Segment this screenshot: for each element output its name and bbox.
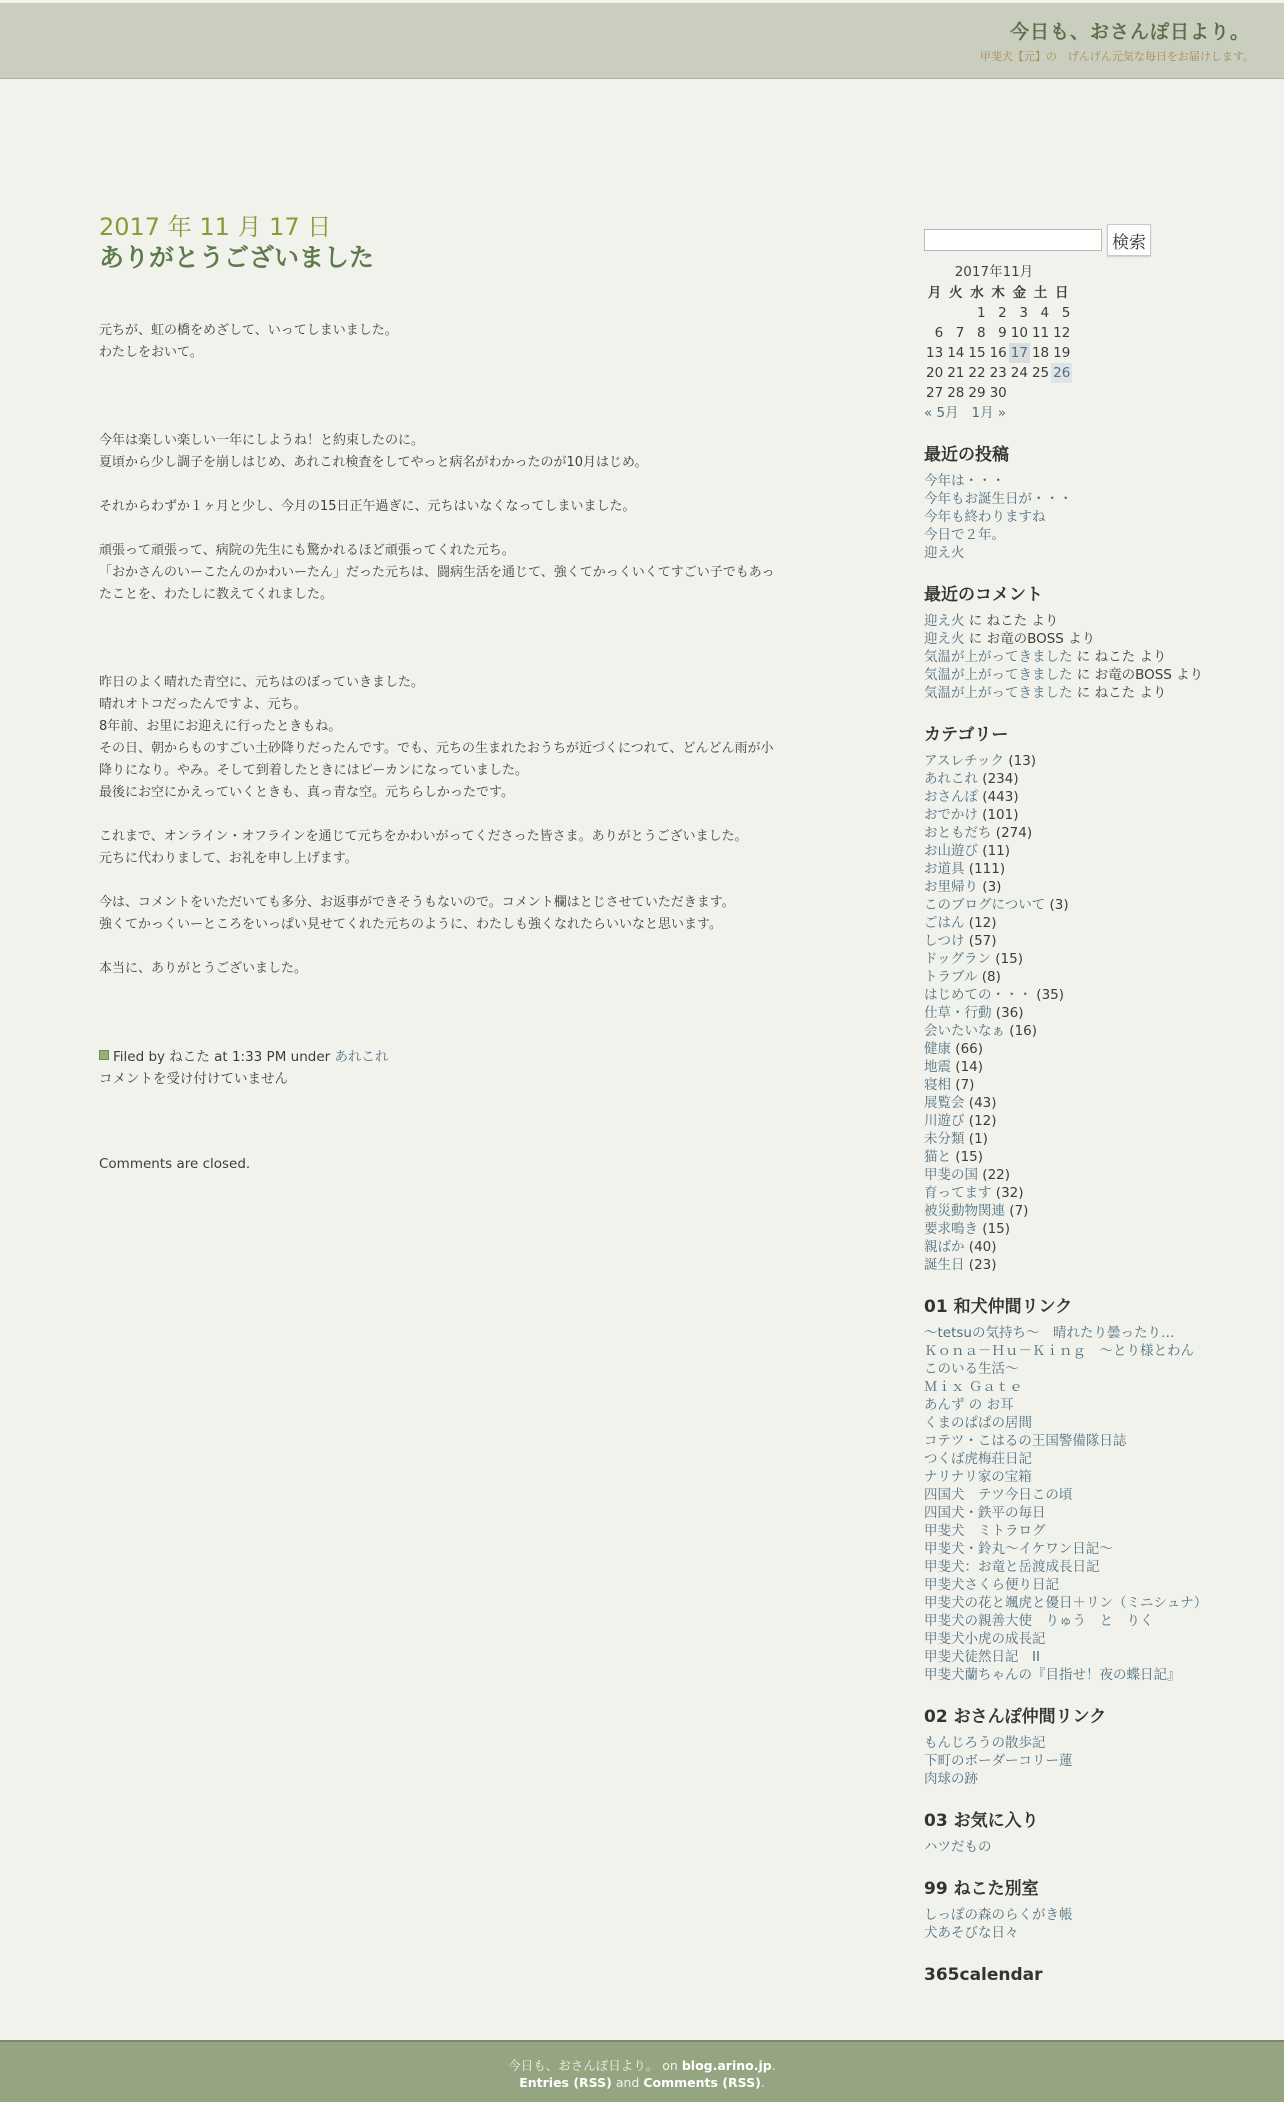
category-item bbox=[924, 968, 1224, 986]
calendar-prev-link[interactable]: « 5月 bbox=[924, 405, 959, 421]
post-category-link[interactable]: あれこれ bbox=[334, 1049, 389, 1065]
recent-comment-author: に お竜のBOSS より bbox=[1076, 667, 1204, 683]
category-link[interactable]: 会いたいなぁ bbox=[924, 1023, 1005, 1039]
category-count: (15) bbox=[995, 951, 1023, 967]
post-meta-text: Filed by ねこた at 1:33 PM under bbox=[113, 1049, 331, 1065]
calendar-day: 18 bbox=[1031, 345, 1050, 361]
footer-and: and bbox=[615, 2075, 640, 2090]
category-count: (3) bbox=[1049, 897, 1069, 913]
category-link[interactable]: 親ばか bbox=[924, 1239, 965, 1255]
calendar-day: 10 bbox=[1010, 325, 1028, 341]
links-inu-link[interactable]: 甲斐犬さくら便り日記 bbox=[924, 1577, 1059, 1593]
calendar-nav bbox=[924, 404, 1224, 422]
recent-comment-author: に ねこた より bbox=[968, 613, 1059, 629]
category-link[interactable]: 川遊び bbox=[924, 1113, 965, 1129]
recent-comment-post-link[interactable]: 迎え火 bbox=[924, 613, 965, 629]
recent-post-item bbox=[924, 490, 1224, 508]
category-item bbox=[924, 1166, 1224, 1184]
post-paragraph: 今は、コメントをいただいても多分、お返事ができそうもないので。コメント欄はとじさせていただきます。 強くてかっくいーところをいっぱい見せてくれた元ちのように、わたしも強くなれたらいいなと思います。 bbox=[99, 895, 735, 932]
nekota-list bbox=[924, 1906, 1224, 1942]
blog-title[interactable]: 今日も、おさんぽ日より。 bbox=[1009, 21, 1250, 43]
category-link[interactable]: トラブル bbox=[924, 969, 978, 985]
calendar-weekday: 水 bbox=[970, 285, 984, 301]
links-osanpo-item bbox=[924, 1770, 1224, 1788]
post-meta bbox=[99, 1046, 779, 1090]
links-inu-link[interactable]: 四国犬 テツ今日この頃 bbox=[924, 1487, 1073, 1503]
calendar-weekday: 土 bbox=[1033, 285, 1048, 301]
recent-post-link[interactable]: 今年もお誕生日が・・・ bbox=[924, 491, 1073, 507]
footer-dot: . bbox=[771, 2058, 776, 2073]
links-inu-link[interactable]: 甲斐犬徒然日記 II bbox=[924, 1649, 1040, 1665]
links-inu-item bbox=[924, 1504, 1224, 1522]
category-item bbox=[924, 842, 1224, 860]
calendar-week bbox=[924, 363, 1072, 383]
category-count: (36) bbox=[995, 1005, 1024, 1021]
links-inu-item bbox=[924, 1450, 1224, 1468]
calendar-day: 20 bbox=[926, 365, 944, 381]
category-item bbox=[924, 1256, 1224, 1274]
category-item bbox=[924, 752, 1224, 770]
recent-comment-post-link[interactable]: 迎え火 bbox=[924, 631, 965, 647]
category-item bbox=[924, 1148, 1224, 1166]
links-osanpo-item bbox=[924, 1734, 1224, 1752]
recent-post-item bbox=[924, 472, 1224, 490]
post-date: 2017 年 11 月 17 日 bbox=[99, 213, 332, 241]
recent-comment-post-link[interactable]: 気温が上がってきました bbox=[924, 667, 1073, 683]
category-count: (12) bbox=[968, 915, 997, 931]
category-link[interactable]: おさんぽ bbox=[924, 789, 978, 805]
recent-post-item bbox=[924, 508, 1224, 526]
recent-post-link[interactable]: 迎え火 bbox=[924, 545, 965, 561]
calendar365-title: 365calendar bbox=[924, 1965, 1043, 1985]
category-link[interactable]: ドッグラン bbox=[924, 951, 991, 967]
recent-comment-author: に お竜のBOSS より bbox=[968, 631, 1096, 647]
recent-posts-title: 最近の投稿 bbox=[924, 445, 1009, 465]
calendar-day: 4 bbox=[1040, 305, 1050, 321]
favorite-item bbox=[924, 1838, 1224, 1856]
category-count: (443) bbox=[982, 789, 1019, 805]
links-inu-list bbox=[924, 1324, 1224, 1684]
recent-comment-post-link[interactable]: 気温が上がってきました bbox=[924, 649, 1073, 665]
category-link[interactable]: 猫と bbox=[924, 1149, 951, 1165]
nekota-item bbox=[924, 1924, 1224, 1942]
links-inu-link[interactable]: 甲斐犬の花と颯虎と優日＋リン（ミニシュナ） bbox=[924, 1595, 1208, 1611]
category-item bbox=[924, 950, 1224, 968]
calendar bbox=[924, 260, 1072, 403]
recent-comment-item bbox=[924, 666, 1224, 684]
recent-comment-author: に ねこた より bbox=[1076, 685, 1167, 701]
links-inu-item bbox=[924, 1378, 1224, 1396]
category-link[interactable]: お里帰り bbox=[924, 879, 978, 895]
category-link[interactable]: お道具 bbox=[924, 861, 965, 877]
nekota-link[interactable]: 犬あそびな日々 bbox=[924, 1925, 1019, 1941]
category-item bbox=[924, 1130, 1224, 1148]
links-inu-item bbox=[924, 1522, 1224, 1540]
footer-dot2: . bbox=[760, 2075, 765, 2090]
links-inu-link[interactable]: Ｋｏｎａ－Ｈｕ－Ｋｉｎｇ ～とり様とわん bbox=[924, 1343, 1194, 1359]
category-count: (32) bbox=[995, 1185, 1024, 1201]
calendar-day[interactable]: 17 bbox=[1010, 345, 1028, 361]
category-item bbox=[924, 878, 1224, 896]
calendar-day: 21 bbox=[947, 365, 965, 381]
links-osanpo-link[interactable]: 下町のボーダーコリー蓮 bbox=[924, 1753, 1073, 1769]
recent-comment-item bbox=[924, 684, 1224, 702]
links-inu-item bbox=[924, 1558, 1224, 1576]
calendar-day: 9 bbox=[998, 325, 1007, 341]
category-count: (101) bbox=[982, 807, 1019, 823]
category-link[interactable]: しつけ bbox=[924, 933, 965, 949]
links-inu-link[interactable]: 四国犬・鉄平の毎日 bbox=[924, 1505, 1046, 1521]
sidebar bbox=[924, 224, 1224, 1992]
calendar-week bbox=[924, 343, 1072, 363]
links-osanpo-list bbox=[924, 1734, 1224, 1788]
links-inu-item bbox=[924, 1360, 1224, 1378]
paragraph-gap bbox=[99, 804, 779, 826]
category-item bbox=[924, 788, 1224, 806]
category-link[interactable]: ごはん bbox=[924, 915, 965, 931]
category-item bbox=[924, 896, 1224, 914]
category-item bbox=[924, 1040, 1224, 1058]
nekota-item bbox=[924, 1906, 1224, 1924]
calendar-day: 5 bbox=[1061, 305, 1071, 321]
nekota-title: 99 ねこた別室 bbox=[924, 1879, 1039, 1899]
recent-post-link[interactable]: 今年も終わりますね bbox=[924, 509, 1046, 525]
category-count: (22) bbox=[982, 1167, 1011, 1183]
post-paragraph: 元ちが、虹の橋をめざして、いってしまいました。 わたしをおいて。 bbox=[99, 323, 398, 360]
search-form bbox=[924, 224, 1224, 256]
links-inu-link[interactable]: あんず の お耳 bbox=[924, 1397, 1014, 1413]
links-inu-link[interactable]: 甲斐犬蘭ちゃんの『目指せ！夜の蝶日記』 bbox=[924, 1667, 1181, 1683]
category-item bbox=[924, 806, 1224, 824]
category-count: (23) bbox=[968, 1257, 997, 1273]
category-link[interactable]: おでかけ bbox=[924, 807, 978, 823]
calendar-weekday: 日 bbox=[1054, 285, 1069, 301]
recent-post-link[interactable]: 今年は・・・ bbox=[924, 473, 1005, 489]
links-inu-item bbox=[924, 1576, 1224, 1594]
recent-comment-item bbox=[924, 630, 1224, 648]
paragraph-gap bbox=[99, 870, 779, 892]
calendar-day: 14 bbox=[947, 345, 965, 361]
links-inu-link[interactable]: くまのぱぱの居間 bbox=[924, 1415, 1032, 1431]
calendar-days bbox=[924, 303, 1072, 403]
calendar-day bbox=[1009, 383, 1030, 403]
category-item bbox=[924, 932, 1224, 950]
category-count: (234) bbox=[982, 771, 1019, 787]
links-inu-link[interactable]: ナリナリ家の宝箱 bbox=[924, 1469, 1032, 1485]
category-link[interactable]: 健康 bbox=[924, 1041, 951, 1057]
calendar-day: 29 bbox=[968, 385, 986, 401]
recent-post-link[interactable]: 今日で２年。 bbox=[924, 527, 1005, 543]
category-link[interactable]: 仕草・行動 bbox=[924, 1005, 992, 1021]
calendar-weekdays bbox=[924, 283, 1072, 303]
paragraph-gap bbox=[99, 364, 779, 430]
category-item bbox=[924, 860, 1224, 878]
category-count: (66) bbox=[955, 1041, 984, 1057]
calendar-day: 15 bbox=[968, 345, 986, 361]
links-inu-link[interactable]: 甲斐犬小虎の成長記 bbox=[924, 1631, 1046, 1647]
calendar-weekday: 火 bbox=[949, 285, 963, 301]
calendar-day: 30 bbox=[989, 385, 1007, 401]
calendar-weekday: 金 bbox=[1012, 285, 1027, 301]
links-inu-link[interactable]: 甲斐犬 ミトラログ bbox=[924, 1523, 1046, 1539]
calendar-day bbox=[924, 303, 945, 323]
category-link[interactable]: 地震 bbox=[924, 1059, 951, 1075]
category-item bbox=[924, 1202, 1224, 1220]
category-count: (11) bbox=[982, 843, 1011, 859]
calendar-day: 25 bbox=[1031, 365, 1050, 381]
category-count: (7) bbox=[955, 1077, 975, 1093]
category-count: (1) bbox=[968, 1131, 988, 1147]
category-item bbox=[924, 1076, 1224, 1094]
calendar-day: 24 bbox=[1010, 365, 1028, 381]
post-paragraph: 本当に、ありがとうございました。 bbox=[99, 961, 308, 976]
calendar-day: 27 bbox=[926, 385, 944, 401]
links-inu-link[interactable]: このいる生活～ bbox=[924, 1361, 1019, 1377]
category-item bbox=[924, 824, 1224, 842]
links-inu-link[interactable]: 甲斐犬：お竜と岳渡成長日記 bbox=[924, 1559, 1100, 1575]
post-paragraph: それからわずか１ヶ月と少し、今月の15日正午過ぎに、元ちはいなくなってしまいました。 bbox=[99, 499, 636, 514]
category-count: (15) bbox=[982, 1221, 1011, 1237]
category-item bbox=[924, 914, 1224, 932]
calendar-week bbox=[924, 383, 1072, 403]
links-inu-link[interactable]: ～tetsuの気持ち～ 晴れたり曇ったり… bbox=[924, 1325, 1175, 1341]
links-inu-item bbox=[924, 1414, 1224, 1432]
links-inu-link[interactable]: つくば虎梅荘日記 bbox=[924, 1451, 1032, 1467]
category-count: (15) bbox=[955, 1149, 984, 1165]
category-count: (57) bbox=[968, 933, 997, 949]
links-inu-item bbox=[924, 1594, 1224, 1612]
search-button[interactable]: 検索 bbox=[1107, 224, 1151, 256]
category-count: (111) bbox=[968, 861, 1006, 877]
category-count: (13) bbox=[1008, 753, 1037, 769]
category-count: (3) bbox=[982, 879, 1002, 895]
recent-comment-author: に ねこた より bbox=[1076, 649, 1167, 665]
post-paragraph: 昨日のよく晴れた青空に、元ちはのぼっていきました。 晴れオトコだったんですよ、元ち。 8年前、お里にお迎えに行ったときもね。 その日、朝からものすごい土砂降りだったんです。でも、元ちの生まれたおうちが近づくにつれて、どんどん雨が小降りになり。やみ。そして到着したときにはピーカンになっていました。 最後にお空にかえっていくときも、真っ青な空。元ちらしかったです。 bbox=[99, 675, 774, 800]
paragraph-gap bbox=[99, 518, 779, 540]
category-link[interactable]: 誕生日 bbox=[924, 1257, 965, 1273]
category-link[interactable]: 寝相 bbox=[924, 1077, 951, 1093]
recent-post-item bbox=[924, 544, 1224, 562]
category-link[interactable]: 育ってます bbox=[924, 1185, 992, 1201]
post-title[interactable]: ありがとうございました bbox=[99, 243, 375, 272]
recent-posts-list bbox=[924, 472, 1224, 562]
footer-site-link[interactable]: blog.arino.jp bbox=[681, 2058, 772, 2073]
site-header bbox=[0, 3, 1284, 79]
links-osanpo-item bbox=[924, 1752, 1224, 1770]
links-inu-link[interactable]: コテツ・こはるの王国警備隊日誌 bbox=[924, 1433, 1127, 1449]
category-link[interactable]: 被災動物関連 bbox=[924, 1203, 1005, 1219]
calendar-day: 22 bbox=[968, 365, 986, 381]
category-count: (274) bbox=[995, 825, 1033, 841]
calendar-day: 6 bbox=[934, 325, 944, 341]
links-inu-item bbox=[924, 1648, 1224, 1666]
category-count: (8) bbox=[981, 969, 1001, 985]
paragraph-gap bbox=[99, 936, 779, 958]
category-count: (43) bbox=[968, 1095, 997, 1111]
recent-comments-title: 最近のコメント bbox=[924, 585, 1043, 605]
calendar-day: 8 bbox=[976, 325, 986, 341]
calendar-day: 26 bbox=[1053, 365, 1071, 381]
footer-entries-rss-link[interactable]: Entries (RSS) bbox=[519, 2075, 612, 2090]
calendar-day: 3 bbox=[1019, 305, 1028, 321]
category-item bbox=[924, 1238, 1224, 1256]
main-content bbox=[99, 212, 779, 1172]
calendar-day bbox=[1051, 383, 1072, 403]
post-body bbox=[99, 320, 779, 980]
footer-blog-name: 今日も、おさんぽ日より。 bbox=[508, 2058, 659, 2073]
links-inu-item bbox=[924, 1486, 1224, 1504]
category-link[interactable]: あれこれ bbox=[924, 771, 978, 787]
calendar-day: 12 bbox=[1053, 325, 1071, 341]
category-item bbox=[924, 1022, 1224, 1040]
links-inu-item bbox=[924, 1468, 1224, 1486]
calendar-day: 7 bbox=[955, 325, 965, 341]
category-item bbox=[924, 1112, 1224, 1130]
calendar-week bbox=[924, 303, 1072, 323]
calendar-day: 2 bbox=[998, 305, 1007, 321]
category-item bbox=[924, 986, 1224, 1004]
filed-square-icon bbox=[99, 1050, 109, 1060]
calendar-day bbox=[1030, 383, 1051, 403]
favorites-list bbox=[924, 1838, 1224, 1856]
links-inu-link[interactable]: 甲斐犬の親善大使 りゅう と りく bbox=[924, 1613, 1154, 1629]
post-paragraph: 頑張って頑張って、病院の先生にも驚かれるほど頑張ってくれた元ち。 「おかさんのいーこたんのかわいーたん」だった元ちは、闘病生活を通じて、強くてかっくいくてすごい子でもあったことを、わたしに教えてくれました。 bbox=[99, 543, 775, 602]
links-inu-item bbox=[924, 1432, 1224, 1450]
calendar-day: 28 bbox=[947, 385, 965, 401]
calendar-day: 19 bbox=[1053, 345, 1071, 361]
links-osanpo-title: 02 おさんぽ仲間リンク bbox=[924, 1707, 1107, 1727]
links-inu-item bbox=[924, 1342, 1224, 1360]
category-link[interactable]: お山遊び bbox=[924, 843, 978, 859]
comments-note: コメントを受け付けていません bbox=[99, 1071, 288, 1087]
blog-description: 甲斐犬【元】の げんげん元気な毎日をお届けします。 bbox=[979, 50, 1254, 63]
calendar-day: 1 bbox=[976, 305, 986, 321]
links-osanpo-link[interactable]: もんじろうの散歩記 bbox=[924, 1735, 1046, 1751]
calendar-day bbox=[945, 303, 966, 323]
links-inu-title: 01 和犬仲間リンク bbox=[924, 1297, 1073, 1317]
category-link[interactable]: 甲斐の国 bbox=[924, 1167, 978, 1183]
post-paragraph: 今年は楽しい楽しい一年にしようね！と約束したのに。 夏頃から少し調子を崩しはじめ、あれこれ検査をしてやっと病名がわかったのが10月はじめ。 bbox=[99, 433, 648, 470]
links-inu-item bbox=[924, 1630, 1224, 1648]
calendar-day: 16 bbox=[989, 345, 1007, 361]
category-count: (16) bbox=[1009, 1023, 1038, 1039]
comments-closed: Comments are closed. bbox=[99, 1156, 251, 1172]
category-link[interactable]: アスレチック bbox=[924, 753, 1005, 769]
category-link[interactable]: 展覧会 bbox=[924, 1095, 965, 1111]
category-item bbox=[924, 1184, 1224, 1202]
categories-title: カテゴリー bbox=[924, 725, 1009, 745]
category-item bbox=[924, 1220, 1224, 1238]
site-footer bbox=[0, 2040, 1284, 2102]
calendar-next-link[interactable]: 1月 » bbox=[971, 405, 1007, 421]
links-osanpo-link[interactable]: 肉球の跡 bbox=[924, 1771, 978, 1787]
calendar-day: 11 bbox=[1031, 325, 1050, 341]
category-item bbox=[924, 770, 1224, 788]
post-paragraph: これまで、オンライン・オフラインを通じて元ちをかわいがってくださった皆さま。ありがとうございました。 元ちに代わりまして、お礼を申し上げます。 bbox=[99, 829, 748, 866]
calendar-caption: 2017年11月 bbox=[954, 264, 1034, 280]
category-count: (35) bbox=[1036, 987, 1065, 1003]
search-input[interactable] bbox=[924, 229, 1102, 251]
links-inu-item bbox=[924, 1540, 1224, 1558]
calendar-weekday: 木 bbox=[991, 285, 1005, 301]
category-item bbox=[924, 1094, 1224, 1112]
paragraph-gap bbox=[99, 606, 779, 672]
links-inu-item bbox=[924, 1324, 1224, 1342]
links-inu-item bbox=[924, 1396, 1224, 1414]
category-item bbox=[924, 1004, 1224, 1022]
category-count: (40) bbox=[968, 1239, 997, 1255]
category-link[interactable]: 未分類 bbox=[924, 1131, 965, 1147]
category-link[interactable]: このブログについて bbox=[924, 897, 1046, 913]
category-link[interactable]: おともだち bbox=[924, 825, 992, 841]
footer-comments-rss-link[interactable]: Comments (RSS) bbox=[643, 2075, 761, 2090]
links-inu-link[interactable]: Ｍｉｘ Ｇａｔｅ bbox=[924, 1379, 1023, 1395]
recent-post-item bbox=[924, 526, 1224, 544]
category-count: (12) bbox=[968, 1113, 997, 1129]
calendar-week bbox=[924, 323, 1072, 343]
categories-list bbox=[924, 752, 1224, 1274]
footer-on: on bbox=[662, 2058, 678, 2073]
recent-comment-item bbox=[924, 648, 1224, 666]
paragraph-gap bbox=[99, 474, 779, 496]
favorite-link[interactable]: ハツだもの bbox=[924, 1839, 992, 1855]
recent-comment-item bbox=[924, 612, 1224, 630]
favorites-title: 03 お気に入り bbox=[924, 1811, 1039, 1831]
nekota-link[interactable]: しっぽの森のらくがき帳 bbox=[924, 1907, 1073, 1923]
category-count: (7) bbox=[1009, 1203, 1029, 1219]
links-inu-item bbox=[924, 1612, 1224, 1630]
category-item bbox=[924, 1058, 1224, 1076]
links-inu-item bbox=[924, 1666, 1224, 1684]
calendar-weekday: 月 bbox=[927, 285, 942, 301]
recent-comments-list bbox=[924, 612, 1224, 702]
category-link[interactable]: はじめての・・・ bbox=[924, 987, 1032, 1003]
category-link[interactable]: 要求鳴き bbox=[924, 1221, 978, 1237]
recent-comment-post-link[interactable]: 気温が上がってきました bbox=[924, 685, 1073, 701]
category-count: (14) bbox=[955, 1059, 984, 1075]
calendar-day: 13 bbox=[926, 345, 944, 361]
calendar-day: 23 bbox=[989, 365, 1007, 381]
links-inu-link[interactable]: 甲斐犬・鈴丸～イケワン日記～ bbox=[924, 1541, 1113, 1557]
